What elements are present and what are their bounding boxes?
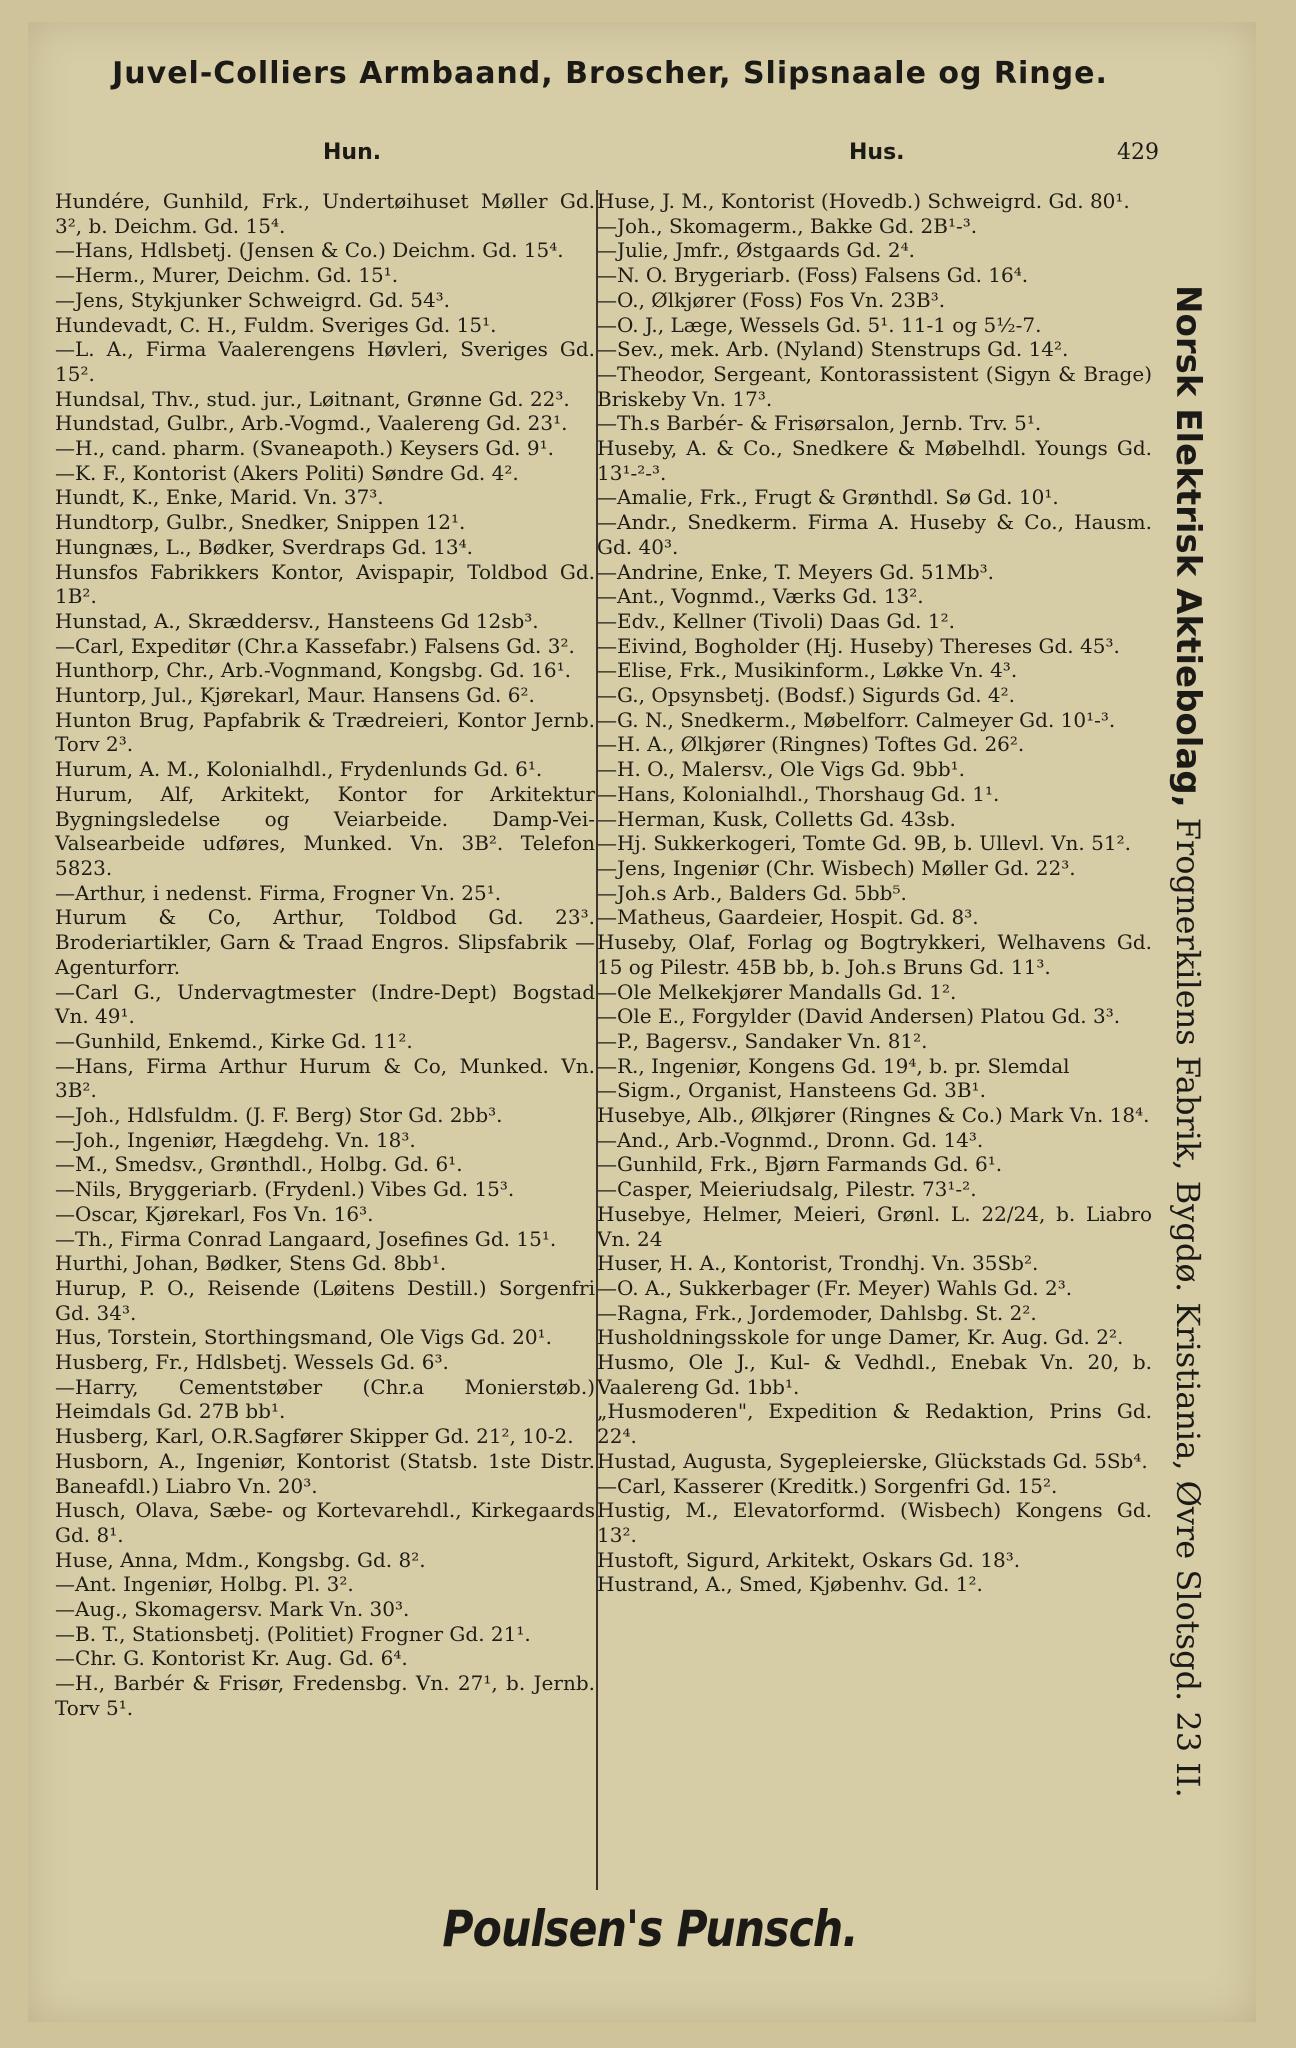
- directory-entry: —Ant., Vognmd., Værks Gd. 13².: [597, 584, 924, 609]
- directory-entry: —Carl G., Undervagtmester (Indre-Dept) Bogstad Vn. 49¹.: [55, 979, 595, 1029]
- side-ad-company: Norsk Elektrisk Aktiebolag,: [1168, 285, 1208, 808]
- directory-entry: —Casper, Meieriudsalg, Pilestr. 73¹-².: [597, 1177, 977, 1202]
- directory-entry: Husberg, Fr., Hdlsbetj. Wessels Gd. 6³.: [55, 1350, 449, 1375]
- directory-entry: —H., cand. pharm. (Svaneapoth.) Keysers Gd. 9¹.: [55, 436, 554, 461]
- directory-entry: —Oscar, Kjørekarl, Fos Vn. 16³.: [55, 1201, 374, 1226]
- directory-entry: —Joh., Hdlsfuldm. (J. F. Berg) Stor Gd. 2bb³.: [55, 1103, 503, 1128]
- directory-entry: Hustad, Augusta, Sygepleierske, Glückstads Gd. 5Sb⁴.: [597, 1448, 1148, 1473]
- directory-entry: —Hans, Firma Arthur Hurum & Co, Munked. Vn. 3B².: [55, 1053, 595, 1103]
- directory-entry: —G. N., Snedkerm., Møbelforr. Calmeyer Gd. 10¹-³.: [597, 707, 1116, 732]
- directory-entry: —Arthur, i nedenst. Firma, Frogner Vn. 25¹.: [55, 880, 502, 905]
- directory-entry: Hustig, M., Elevatorformd. (Wisbech) Kongens Gd. 13².: [597, 1498, 1152, 1547]
- bottom-advertisement-banner: Poulsen's Punsch.: [442, 1900, 858, 1958]
- directory-entry: „Husmoderen", Expedition & Redaktion, Prins Gd. 22⁴.: [597, 1399, 1152, 1449]
- directory-entry: —P., Bagersv., Sandaker Vn. 81².: [597, 1028, 928, 1053]
- directory-entry: Hunton Brug, Papfabrik & Trædreieri, Kontor Jernb. Torv 2³.: [55, 707, 595, 757]
- directory-entry: Hundtorp, Gulbr., Snedker, Snippen 12¹.: [55, 510, 466, 535]
- side-ad-address: Frognerkilens Fabrik, Bygdø. Kristiania, Øvre Slotsgd. 23 II.: [1169, 807, 1207, 1798]
- directory-entry: —Theodor, Sergeant, Kontorassistent (Sigyn & Brage) Briskeby Vn. 17³.: [597, 361, 1152, 411]
- directory-entry: —G., Opsynsbetj. (Bodsf.) Sigurds Gd. 4².: [597, 683, 1016, 708]
- directory-entry: Hundsal, Thv., stud. jur., Løitnant, Grønne Gd. 22³.: [55, 386, 570, 411]
- directory-entry: —And., Arb.-Vognmd., Dronn. Gd. 14³.: [597, 1127, 984, 1152]
- directory-entry: —Amalie, Frk., Frugt & Grønthdl. Sø Gd. 10¹.: [597, 485, 1059, 510]
- directory-entry: —B. T., Stationsbetj. (Politiet) Frogner Gd. 21¹.: [55, 1621, 531, 1646]
- directory-entry: Huser, H. A., Kontorist, Trondhj. Vn. 35Sb².: [597, 1251, 1039, 1276]
- top-advertisement-banner: Juvel-Colliers Armbaand, Broscher, Slipsnaale og Ringe.: [112, 56, 1108, 91]
- directory-entry: Husebye, Helmer, Meieri, Grønl. L. 22/24, b. Liabro Vn. 24: [597, 1201, 1152, 1251]
- directory-entry: Hurum, Alf, Arkitekt, Kontor for Arkitektur Bygningsledelse og Veiarbeide. Damp-Vei-Valsearbeide udføres, Munked. Vn. 3B². Telefon 5823.: [55, 781, 595, 880]
- directory-entry: Hundstad, Gulbr., Arb.-Vogmd., Vaalereng Gd. 23¹.: [55, 411, 568, 436]
- directory-entry: Husholdningsskole for unge Damer, Kr. Aug. Gd. 2².: [597, 1325, 1124, 1350]
- directory-entry: —Andrine, Enke, T. Meyers Gd. 51Mb³.: [597, 559, 995, 584]
- directory-entry: —Th.s Barbér- & Frisørsalon, Jernb. Trv. 5¹.: [597, 411, 1042, 436]
- directory-entry: —Edv., Kellner (Tivoli) Daas Gd. 1².: [597, 608, 955, 633]
- directory-entry: Hungnæs, L., Bødker, Sverdraps Gd. 13⁴.: [55, 534, 474, 559]
- page-number: 429: [1117, 140, 1159, 165]
- directory-entry: —H. O., Malersv., Ole Vigs Gd. 9bb¹.: [597, 757, 966, 782]
- directory-entry: —Hj. Sukkerkogeri, Tomte Gd. 9B, b. Ullevl. Vn. 51².: [597, 831, 1131, 856]
- directory-entry: —Ragna, Frk., Jordemoder, Dahlsbg. St. 2².: [597, 1300, 1037, 1325]
- directory-entry: Hunstad, A., Skræddersv., Hansteens Gd 12sb³.: [55, 608, 539, 633]
- directory-entry: —L. A., Firma Vaalerengens Høvleri, Sveriges Gd. 15².: [55, 337, 595, 386]
- directory-entry: —R., Ingeniør, Kongens Gd. 19⁴, b. pr. Slemdal: [597, 1053, 1070, 1078]
- directory-entry: —O. J., Læge, Wessels Gd. 5¹. 11-1 og 5½-7.: [597, 312, 1042, 337]
- directory-entry: —O. A., Sukkerbager (Fr. Meyer) Wahls Gd. 2³.: [597, 1275, 1073, 1300]
- directory-entry: —Hans, Kolonialhdl., Thorshaug Gd. 1¹.: [597, 781, 1000, 806]
- directory-entry: —Harry, Cementstøber (Chr.a Monierstøb.) Heimdals Gd. 27B bb¹.: [55, 1374, 595, 1424]
- directory-entry: Hus, Torstein, Storthingsmand, Ole Vigs Gd. 20¹.: [55, 1325, 552, 1350]
- directory-entry: —Herm., Murer, Deichm. Gd. 15¹.: [55, 263, 399, 288]
- directory-entry: Hunsfos Fabrikkers Kontor, Avispapir, Toldbod Gd. 1B².: [55, 559, 595, 609]
- directory-entry: Husberg, Karl, O.R.Sagfører Skipper Gd. 21², 10-2.: [55, 1424, 574, 1449]
- directory-entry: —Eivind, Bogholder (Hj. Huseby) Thereses Gd. 45³.: [597, 633, 1120, 658]
- directory-entry: —Jens, Stykjunker Schweigrd. Gd. 54³.: [55, 287, 451, 312]
- directory-entry: Hurum, A. M., Kolonialhdl., Frydenlunds Gd. 6¹.: [55, 757, 543, 782]
- directory-entry: —K. F., Kontorist (Akers Politi) Søndre Gd. 4².: [55, 460, 519, 485]
- directory-entry: —Sev., mek. Arb. (Nyland) Stenstrups Gd. 14².: [597, 337, 1069, 362]
- directory-entry: —M., Smedsv., Grønthdl., Holbg. Gd. 6¹.: [55, 1152, 463, 1177]
- directory-entry: —Nils, Bryggeriarb. (Frydenl.) Vibes Gd. 15³.: [55, 1177, 515, 1202]
- directory-entry: —Gunhild, Enkemd., Kirke Gd. 11².: [55, 1028, 413, 1053]
- directory-entry: Huseby, Olaf, Forlag og Bogtrykkeri, Welhavens Gd. 15 og Pilestr. 45B bb, b. Joh.s Bruns Gd. 11³.: [597, 930, 1152, 979]
- directory-entry: —Herman, Kusk, Colletts Gd. 43sb.: [597, 806, 956, 831]
- directory-entry: —Gunhild, Frk., Bjørn Farmands Gd. 6¹.: [597, 1152, 1003, 1177]
- directory-entry: Husborn, A., Ingeniør, Kontorist (Statsb. 1ste Distr. Baneafdl.) Liabro Vn. 20³.: [55, 1448, 595, 1498]
- directory-entry: Hustrand, A., Smed, Kjøbenhv. Gd. 1².: [597, 1572, 983, 1597]
- directory-entry: —Carl, Kasserer (Kreditk.) Sorgenfri Gd. 15².: [597, 1473, 1058, 1498]
- directory-entry: —Th., Firma Conrad Langaard, Josefines Gd. 15¹.: [55, 1226, 557, 1251]
- directory-entry: —Julie, Jmfr., Østgaards Gd. 2⁴.: [597, 238, 915, 263]
- directory-entry: Huse, Anna, Mdm., Kongsbg. Gd. 8².: [55, 1547, 426, 1572]
- directory-entry: —Carl, Expeditør (Chr.a Kassefabr.) Falsens Gd. 3².: [55, 633, 575, 658]
- directory-entry: Husebye, Alb., Ølkjører (Ringnes & Co.) Mark Vn. 18⁴.: [597, 1103, 1150, 1128]
- directory-entry: —Ant. Ingeniør, Holbg. Pl. 3².: [55, 1572, 354, 1597]
- directory-entry: —H., Barbér & Frisør, Fredensbg. Vn. 27¹, b. Jernb. Torv 5¹.: [55, 1671, 595, 1720]
- directory-entry: Husmo, Ole J., Kul- & Vedhdl., Enebak Vn. 20, b. Vaalereng Gd. 1bb¹.: [597, 1350, 1152, 1399]
- directory-entry: —Joh., Ingeniør, Hægdehg. Vn. 18³.: [55, 1127, 416, 1152]
- directory-entry: Husch, Olava, Sæbe- og Kortevarehdl., Kirkegaards Gd. 8¹.: [55, 1498, 595, 1547]
- directory-entry: Huse, J. M., Kontorist (Hovedb.) Schweigrd. Gd. 80¹.: [597, 189, 1130, 213]
- directory-entry: —Elise, Frk., Musikinform., Løkke Vn. 4³.: [597, 658, 1018, 683]
- directory-entry: Hundére, Gunhild, Frk., Undertøihuset Møller Gd. 3², b. Deichm. Gd. 15⁴.: [55, 189, 595, 238]
- directory-entry: Hurup, P. O., Reisende (Løitens Destill.) Sorgenfri Gd. 34³.: [55, 1275, 595, 1325]
- right-column: [597, 189, 1152, 1597]
- directory-entry: —Matheus, Gaardeier, Hospit. Gd. 8³.: [597, 905, 979, 930]
- directory-entry: —O., Ølkjører (Foss) Fos Vn. 23B³.: [597, 287, 946, 312]
- directory-entry: —Chr. G. Kontorist Kr. Aug. Gd. 6⁴.: [55, 1646, 408, 1671]
- directory-entry: —H. A., Ølkjører (Ringnes) Toftes Gd. 26².: [597, 732, 1025, 757]
- directory-entry: Hustoft, Sigurd, Arkitekt, Oskars Gd. 18³.: [597, 1547, 1021, 1572]
- directory-entry: —Andr., Snedkerm. Firma A. Huseby & Co., Hausm. Gd. 40³.: [597, 510, 1152, 559]
- directory-entry: Hundt, K., Enke, Marid. Vn. 37³.: [55, 485, 384, 510]
- left-guide-word: Hun.: [323, 140, 382, 165]
- left-column: [55, 189, 595, 1721]
- right-guide-word: Hus.: [849, 140, 905, 165]
- directory-entry: Hundevadt, C. H., Fuldm. Sveriges Gd. 15¹.: [55, 312, 497, 337]
- directory-entry: Hurum & Co, Arthur, Toldbod Gd. 23³. Broderiartikler, Garn & Traad Engros. Slipsfabrik — Agenturforr.: [55, 905, 595, 979]
- directory-entry: Hurthi, Johan, Bødker, Stens Gd. 8bb¹.: [55, 1251, 447, 1276]
- directory-entry: —Ole Melkekjører Mandalls Gd. 1².: [597, 979, 957, 1004]
- side-advertisement: [1158, 285, 1208, 1885]
- directory-entry: —Jens, Ingeniør (Chr. Wisbech) Møller Gd. 22³.: [597, 855, 1076, 880]
- directory-entry: —Joh., Skomagerm., Bakke Gd. 2B¹-³.: [597, 213, 978, 238]
- directory-entry: —Sigm., Organist, Hansteens Gd. 3B¹.: [597, 1078, 986, 1103]
- directory-entry: Huntorp, Jul., Kjørekarl, Maur. Hansens Gd. 6².: [55, 683, 535, 708]
- directory-entry: —N. O. Brygeriarb. (Foss) Falsens Gd. 16⁴.: [597, 263, 1029, 288]
- directory-entry: —Aug., Skomagersv. Mark Vn. 30³.: [55, 1597, 410, 1622]
- directory-entry: Huseby, A. & Co., Snedkere & Møbelhdl. Youngs Gd. 13¹-²-³.: [597, 436, 1152, 485]
- directory-entry: —Joh.s Arb., Balders Gd. 5bb⁵.: [597, 880, 907, 905]
- directory-entry: —Hans, Hdlsbetj. (Jensen & Co.) Deichm. Gd. 15⁴.: [55, 238, 564, 263]
- directory-entry: —Ole E., Forgylder (David Andersen) Platou Gd. 3³.: [597, 1004, 1121, 1029]
- directory-entry: Hunthorp, Chr., Arb.-Vognmand, Kongsbg. Gd. 16¹.: [55, 658, 571, 683]
